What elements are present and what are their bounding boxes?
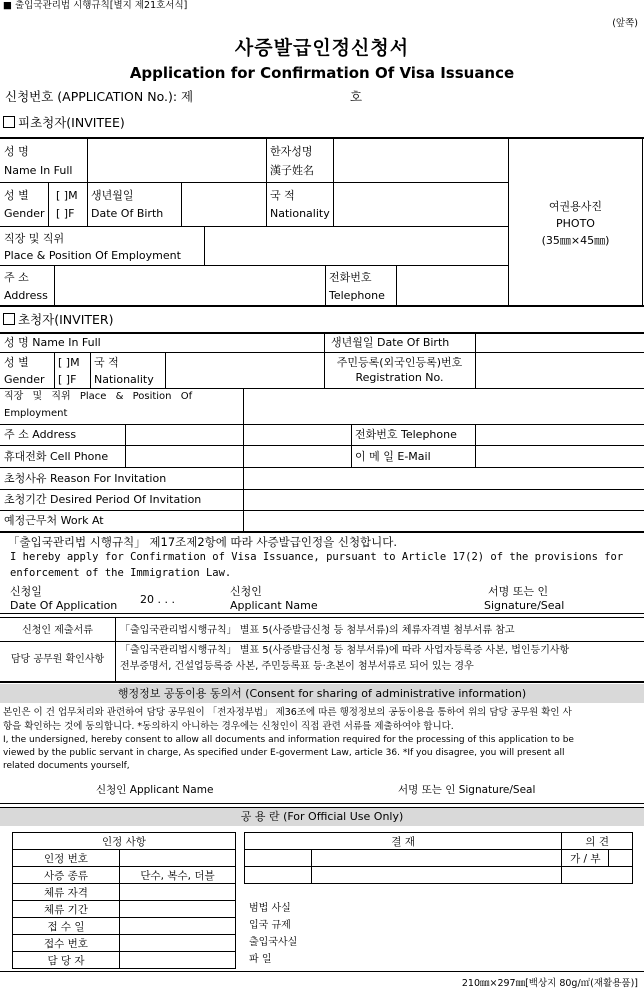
- divider: [0, 226, 508, 227]
- divider: [0, 681, 644, 683]
- approval-opinion-table: [244, 832, 633, 884]
- inviter-email-label: 이 메 일 E-Mail: [355, 450, 431, 463]
- check-immigration-record-label: 출입국사실: [249, 937, 298, 948]
- application-number-suffix: 호: [350, 89, 363, 104]
- table-cell: 접수 번호: [13, 935, 120, 952]
- divider: [181, 182, 182, 226]
- inviter-dob-label: 생년월일 Date Of Birth: [331, 336, 450, 349]
- divider: [0, 332, 644, 334]
- table-cell[interactable]: [312, 850, 562, 867]
- invitee-gender-label-en: Gender: [4, 207, 45, 220]
- inviter-cell-label: 휴대전화 Cell Phone: [4, 450, 109, 463]
- yes-no-label: 가 / 부: [562, 850, 609, 867]
- divider: [0, 352, 644, 353]
- divider: [87, 138, 88, 182]
- consent-en-3: related documents yourself,: [3, 761, 130, 771]
- invitation-reason-label: 초청사유 Reason For Invitation: [4, 472, 167, 485]
- divider: [0, 613, 644, 618]
- invitee-hanja-label: 한자성명: [270, 145, 313, 158]
- opinion-header: 의 견: [562, 833, 633, 850]
- submitted-documents-text: 「출입국관리법시행규칙」 별표 5(사증발급신청 등 첨부서류)의 체류자격별 첨부서류 참고: [120, 625, 515, 636]
- receipt-date-value[interactable]: [120, 918, 236, 935]
- declaration-en: I hereby apply for Confirmation of Visa Issuance, pursuant to Article 17(2) of the provisions for: [10, 551, 624, 563]
- declaration-en-2: enforcement of the Immigration Law.: [10, 567, 232, 579]
- official-verification-label: 담당 공무원 확인사항: [10, 654, 105, 665]
- declaration-ko: 「출입국관리법 시행규칙」 제17조제2항에 따라 사증발급인정을 신청합니다.: [8, 535, 398, 549]
- inviter-gender-male[interactable]: [ ]M: [58, 356, 80, 369]
- divider: [243, 388, 244, 531]
- divider: [0, 510, 644, 511]
- receipt-number-value[interactable]: [120, 935, 236, 952]
- work-place-label: 예정근무처 Work At: [4, 514, 104, 527]
- consent-title: 행정정보 공동이용 동의서 (Consent for sharing of administrative information): [117, 687, 527, 700]
- table-cell: 체류 자격: [13, 884, 120, 901]
- signature-label-en: Signature/Seal: [484, 599, 565, 612]
- divider: [475, 424, 476, 467]
- table-cell: 접 수 일: [13, 918, 120, 935]
- check-file-label: 파 일: [249, 954, 272, 965]
- form-reference: ■ 출입국관리법 시행규칙[별지 제21호서식]: [3, 0, 188, 11]
- official-verification-text-2: 전부증명서, 건설업등록증 사본, 주민등록표 등·초본이 첨부서류로 되어 있는 경우: [120, 661, 474, 672]
- paper-spec: 210㎜×297㎜[백상지 80g/㎡(재활용품)]: [461, 978, 638, 989]
- invitee-gender-male[interactable]: [ ]M: [56, 189, 78, 202]
- invitee-name-label: 성 명: [4, 145, 29, 158]
- inviter-nationality-label-en: Nationality: [94, 373, 154, 386]
- divider: [0, 137, 644, 139]
- approval-details-table: [12, 832, 236, 969]
- divider: [125, 424, 126, 467]
- table-cell: 사증 종류: [13, 867, 120, 884]
- divider: [54, 352, 55, 388]
- approval-number-value[interactable]: [120, 850, 236, 867]
- approval-header: 결 재: [245, 833, 562, 850]
- submitted-documents-label: 신청인 제출서류: [22, 625, 93, 636]
- divider: [266, 138, 267, 226]
- table-cell: 인정 번호: [13, 850, 120, 867]
- invitee-dob-label-en: Date Of Birth: [91, 207, 164, 220]
- invitee-dob-label: 생년월일: [91, 189, 134, 202]
- table-cell[interactable]: [245, 850, 312, 867]
- divider: [0, 305, 644, 307]
- signature-label: 서명 또는 인: [488, 585, 549, 598]
- consent-ko-2: 항을 확인하는 것에 동의합니다. *동의하지 아니하는 경우에는 신청인이 직접 관련 서류를 제출하여야 합니다.: [3, 721, 454, 732]
- inviter-job-label-2: Employment: [4, 408, 68, 419]
- divider: [54, 265, 55, 305]
- divider: [0, 265, 508, 266]
- page-subtitle: Application for Confirmation Of Visa Issuance: [129, 64, 515, 82]
- consent-ko: 본인은 이 건 업무처리와 관련하여 담당 공무원이 「전자정부법」 제36조에 따른 행정정보의 공동이용을 통하여 위의 담당 공무원 확인 사: [3, 707, 572, 718]
- invitee-gender-label: 성 별: [4, 189, 29, 202]
- invitee-job-label: 직장 및 직위: [4, 232, 65, 245]
- divider: [0, 424, 644, 425]
- official-verification-text: 「출입국관리법시행규칙」 별표 5(사증발급신청 등 첨부서류)에 따라 사업자등록증 사본, 법인등기사항: [120, 645, 570, 656]
- invitee-telephone-label-en: Telephone: [329, 289, 385, 302]
- application-date-label-en: Date Of Application: [10, 599, 118, 612]
- invitee-name-label-en: Name In Full: [4, 164, 73, 177]
- application-number-label: 신청번호 (APPLICATION No.): 제: [5, 89, 194, 104]
- table-cell: 체류 기간: [13, 901, 120, 918]
- inviter-address-label: 주 소 Address: [4, 428, 77, 441]
- divider: [0, 531, 644, 533]
- divider: [90, 352, 91, 388]
- divider: [325, 265, 326, 305]
- invitee-nationality-label-en: Nationality: [270, 207, 330, 220]
- table-cell[interactable]: [562, 867, 633, 884]
- invitee-hanja-label-cn: 漢子姓名: [270, 164, 314, 177]
- official-title: 공 용 란 (For Official Use Only): [240, 810, 404, 823]
- visa-type-value: 단수, 복수, 더블: [120, 867, 236, 884]
- consent-signature-label: 서명 또는 인 Signature/Seal: [398, 784, 536, 796]
- invitation-period-label: 초청기간 Desired Period Of Invitation: [4, 493, 202, 506]
- consent-en-2: viewed by the public servant in charge, As specified under E-goverment Law, article 36. *If you disagree, you will present all: [3, 748, 565, 758]
- invitee-nationality-label: 국 적: [270, 189, 295, 202]
- divider: [87, 182, 88, 226]
- inviter-section-label: 초청자(INVITER): [18, 312, 114, 327]
- checkbox-icon: [3, 116, 15, 128]
- divider: [351, 424, 352, 467]
- inviter-name-label: 성 명 Name In Full: [4, 336, 101, 349]
- invitee-section-title: [3, 115, 125, 131]
- divider: [0, 467, 644, 468]
- inviter-section-title: [3, 312, 113, 328]
- divider: [333, 138, 334, 226]
- invitee-section-label: 피초청자(INVITEE): [18, 115, 125, 130]
- divider: [48, 182, 49, 226]
- approval-details-header: 인정 사항: [13, 833, 236, 850]
- invitee-address-label: 주 소: [4, 271, 29, 284]
- divider: [475, 333, 476, 388]
- page-side-label: (앞쪽): [612, 18, 638, 29]
- inviter-gender-label: 성 별: [4, 356, 29, 369]
- status-value[interactable]: [120, 884, 236, 901]
- divider: [642, 138, 643, 305]
- divider: [396, 265, 397, 305]
- divider: [0, 388, 644, 389]
- inviter-gender-label-en: Gender: [4, 373, 45, 386]
- officer-value[interactable]: [120, 952, 236, 969]
- divider: [0, 641, 644, 642]
- application-date-value: 20 . . .: [140, 593, 175, 606]
- photo-size: (35㎜×45㎜): [541, 234, 610, 247]
- divider: [204, 226, 205, 265]
- inviter-job-label: 직장 및 직위 Place & Position Of: [4, 391, 193, 402]
- photo-label-en: PHOTO: [556, 217, 595, 230]
- divider: [0, 182, 508, 183]
- application-date-label: 신청일: [10, 585, 42, 598]
- stay-period-value[interactable]: [120, 901, 236, 918]
- consent-applicant-label: 신청인 Applicant Name: [96, 784, 214, 796]
- checkbox-icon: [3, 313, 15, 325]
- photo-label: 여권용사진: [548, 200, 603, 213]
- applicant-name-label-en: Applicant Name: [230, 599, 318, 612]
- table-cell[interactable]: [245, 867, 312, 884]
- invitee-job-label-en: Place & Position Of Employment: [4, 249, 181, 262]
- check-entry-ban-label: 입국 규제: [249, 920, 291, 931]
- inviter-nationality-label: 국 적: [94, 356, 119, 369]
- divider: [0, 971, 644, 972]
- inviter-gender-female[interactable]: [ ]F: [58, 373, 77, 386]
- inviter-telephone-label: 전화번호 Telephone: [355, 428, 457, 441]
- invitee-telephone-label: 전화번호: [329, 271, 372, 284]
- invitee-address-label-en: Address: [4, 289, 48, 302]
- inviter-registration-label: 주민등록(외국인등록)번호: [336, 356, 463, 369]
- applicant-name-label: 신청인: [230, 585, 262, 598]
- divider: [115, 618, 116, 681]
- check-criminal-label: 범법 사실: [249, 903, 291, 914]
- divider: [0, 489, 644, 490]
- table-cell: 담 당 자: [13, 952, 120, 969]
- consent-en: I, the undersigned, hereby consent to allow all documents and information required for the processing of this application to be: [3, 735, 574, 745]
- inviter-registration-label-en: Registration No.: [355, 371, 444, 384]
- divider: [0, 445, 644, 446]
- divider: [165, 352, 166, 388]
- page-title: 사증발급인정신청서: [234, 37, 410, 59]
- table-cell[interactable]: [609, 850, 633, 867]
- table-cell[interactable]: [312, 867, 562, 884]
- invitee-gender-female[interactable]: [ ]F: [56, 207, 75, 220]
